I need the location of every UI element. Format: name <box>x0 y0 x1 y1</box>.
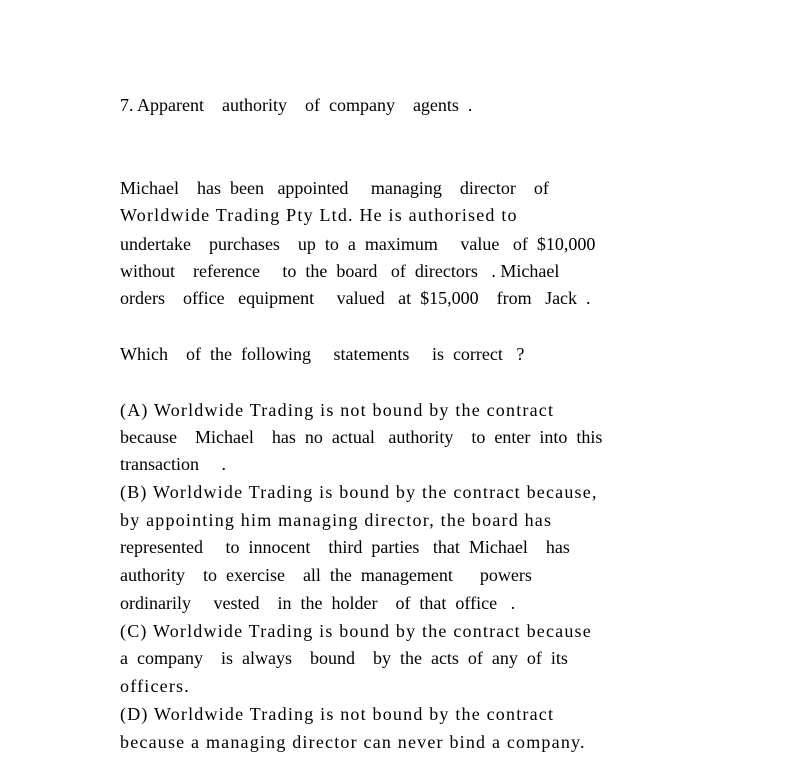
scenario-line: orders office equipment valued at $15,000 from Jack . <box>120 288 591 308</box>
option-line: ordinarily vested in the holder of that office . <box>120 593 516 613</box>
option-line: (B) Worldwide Trading is bound by the contract because, <box>120 482 598 502</box>
option-line: by appointing him managing director, the board has <box>120 510 553 530</box>
scenario-line: without reference to the board of directors . Michael <box>120 261 560 281</box>
question-prompt: Which of the following statements is correct ? <box>120 344 525 364</box>
option-line: because Michael has no actual authority to enter into this <box>120 427 603 447</box>
option-line: authority to exercise all the management powers <box>120 565 532 585</box>
scenario-line: undertake purchases up to a maximum value of $10,000 <box>120 234 596 254</box>
option-line: officers. <box>120 676 190 696</box>
option-line: (C) Worldwide Trading is bound by the contract because <box>120 621 592 641</box>
option-line: a company is always bound by the acts of any of its <box>120 648 568 668</box>
option-line: (A) Worldwide Trading is not bound by the contract <box>120 400 555 420</box>
option-line: represented to innocent third parties that Michael has <box>120 537 570 557</box>
option-line: because a managing director can never bind a company. <box>120 732 586 752</box>
question-title: 7. Apparent authority of company agents . <box>120 95 473 115</box>
scenario-line: Michael has been appointed managing director of <box>120 178 549 198</box>
scenario-line: Worldwide Trading Pty Ltd. He is authorised to <box>120 205 518 225</box>
option-line: (D) Worldwide Trading is not bound by the contract <box>120 704 555 724</box>
option-line: transaction . <box>120 454 226 474</box>
